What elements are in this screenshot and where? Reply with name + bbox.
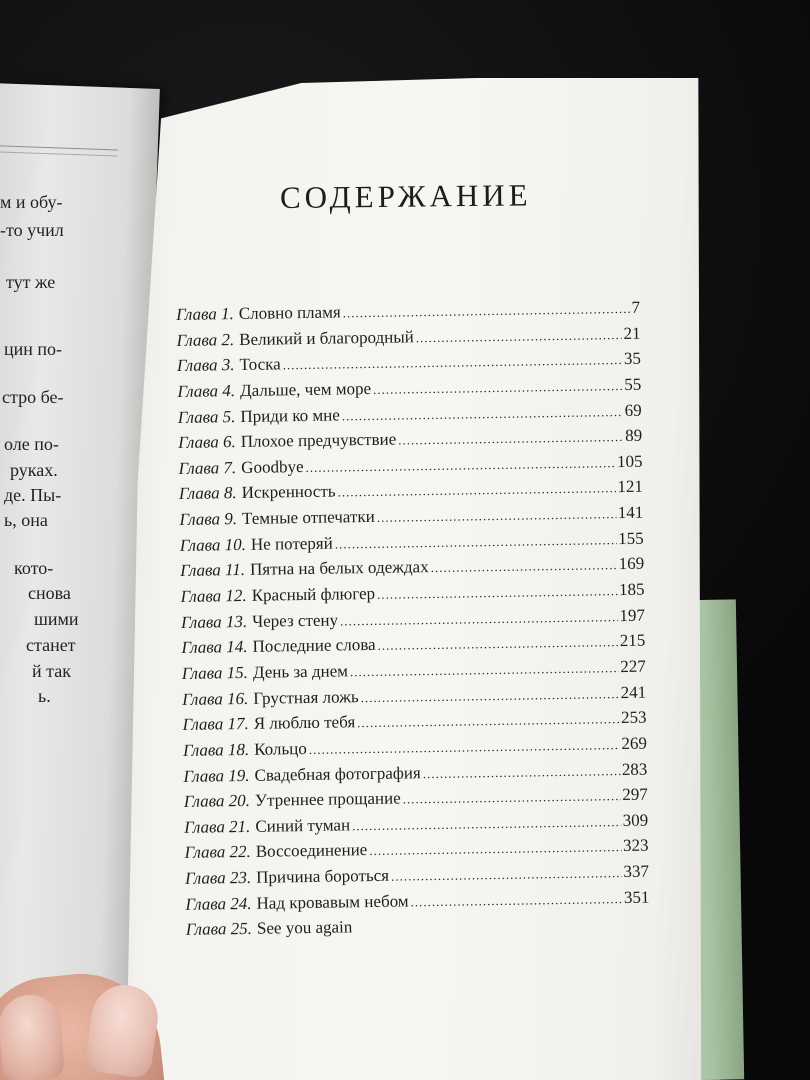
toc-page-number: 35 — [623, 348, 642, 369]
toc-chapter-label: Глава 5. — [177, 406, 236, 427]
toc-chapter-label: Глава 3. — [176, 355, 235, 376]
left-page-line: станет — [26, 635, 76, 655]
toc-chapter-label: Глава 19. — [183, 765, 250, 786]
toc-leader-dots — [431, 558, 617, 577]
toc-leader-dots — [357, 711, 619, 731]
toc-chapter-label: Глава 8. — [178, 483, 237, 504]
toc-page-number: 141 — [617, 502, 644, 523]
toc-page-number: 269 — [621, 733, 648, 753]
toc-chapter-title: Последние слова — [252, 635, 376, 657]
toc-chapter-label: Глава 21. — [184, 816, 251, 837]
toc-chapter-title: Синий туман — [255, 815, 351, 836]
page-header-rule — [0, 144, 118, 150]
toc-leader-dots — [361, 686, 619, 706]
toc-chapter-title: Красный флюгер — [251, 583, 376, 605]
toc-chapter-label: Глава 16. — [182, 688, 249, 709]
left-page-line: цин по- — [4, 339, 63, 359]
toc-chapter-title: Плохое предчувствие — [240, 429, 397, 452]
toc-chapter-title: Свадебная фотография — [254, 762, 421, 785]
toc-leader-dots — [391, 865, 622, 885]
left-page-line: снова — [28, 583, 71, 603]
toc-chapter-label: Глава 25. — [185, 919, 253, 940]
toc-chapter-label: Глава 11. — [180, 560, 246, 581]
toc-leader-dots — [403, 788, 621, 807]
toc-chapter-title: Кольцо — [253, 738, 307, 759]
toc-chapter-title: Над кровавым небом — [256, 891, 409, 913]
toc-page-number: 337 — [623, 861, 650, 882]
toc-leader-dots — [352, 814, 621, 834]
toc-leader-dots — [309, 737, 620, 758]
toc-chapter-label: Глава 15. — [181, 662, 249, 683]
page-header-rule — [0, 150, 118, 156]
toc-chapter-title: Я люблю тебя — [253, 712, 356, 734]
left-page-line: руках. — [10, 460, 58, 480]
toc-chapter-title: День за днем — [252, 661, 349, 682]
toc-leader-dots — [369, 840, 621, 860]
toc-chapter-label: Глава 9. — [179, 509, 238, 530]
toc-page-number: 283 — [621, 759, 648, 779]
page-title: СОДЕРЖАНИЕ — [279, 177, 532, 215]
toc-leader-dots — [416, 327, 622, 346]
toc-leader-dots — [373, 378, 622, 398]
toc-chapter-label: Глава 22. — [184, 842, 251, 863]
toc-chapter-label: Глава 23. — [184, 867, 252, 889]
toc-page-number: 323 — [622, 836, 649, 856]
toc-chapter-label: Глава 17. — [182, 714, 249, 735]
left-page-line: кото- — [14, 558, 54, 578]
left-page-line: м и обу- — [0, 192, 63, 212]
toc-leader-dots — [343, 301, 630, 322]
toc-page-number: 185 — [618, 579, 645, 600]
toc-page-number: 69 — [624, 400, 642, 420]
toc-leader-dots — [335, 532, 617, 552]
toc-page-number: 253 — [620, 707, 647, 728]
left-page-line: й так — [32, 661, 71, 681]
toc-page-number: 89 — [624, 425, 643, 446]
toc-chapter-title: Грустная ложь — [253, 686, 359, 708]
toc-page-number: 121 — [617, 477, 644, 497]
toc-chapter-title: Темные отпечатки — [241, 507, 375, 529]
toc-leader-dots — [423, 763, 620, 782]
toc-page-number: 7 — [631, 297, 641, 317]
toc-leader-dots — [305, 455, 615, 476]
toc-leader-dots — [337, 481, 615, 501]
toc-leader-dots — [342, 404, 623, 424]
toc-chapter-label: Глава 6. — [178, 432, 236, 453]
toc-page-number: 21 — [623, 323, 641, 343]
left-page-line: -то учил — [0, 220, 64, 240]
toc-chapter-title: Утреннее прощание — [254, 788, 401, 810]
toc-chapter-label: Глава 10. — [179, 534, 247, 555]
toc-leader-dots — [283, 352, 622, 373]
left-page-line: стро бе- — [2, 387, 64, 407]
toc-chapter-title: Тоска — [239, 354, 281, 375]
toc-chapter-title: Goodbye — [241, 456, 304, 477]
toc-page-number: 227 — [620, 656, 646, 677]
left-page-line: тут же — [6, 272, 56, 292]
toc-leader-dots — [350, 660, 619, 680]
toc-page-number: 105 — [616, 451, 643, 471]
toc-page-number: 155 — [618, 528, 644, 548]
toc-chapter-title: Пятна на белых одеждах — [249, 557, 429, 580]
toc-page-number: 309 — [622, 810, 649, 830]
toc-leader-dots — [377, 634, 617, 654]
toc-page-number: 351 — [623, 887, 650, 907]
toc-chapter-title: Воссоединение — [255, 840, 368, 862]
left-page-line: ь. — [38, 686, 51, 706]
toc-leader-dots — [398, 429, 623, 449]
toc-page-number: 297 — [622, 784, 648, 805]
toc-chapter-title: Великий и благородный — [239, 326, 414, 349]
toc-chapter-label: Глава 12. — [180, 585, 247, 607]
toc-leader-dots — [340, 609, 618, 629]
toc-chapter-label: Глава 14. — [181, 637, 248, 658]
toc-chapter-title: Через стену — [251, 610, 339, 631]
toc-chapter-title: Дальше, чем море — [239, 378, 372, 400]
toc-chapter-label: Глава 4. — [177, 381, 236, 401]
toc-page-number: 241 — [620, 682, 647, 702]
toc-page-number: 197 — [619, 605, 646, 625]
toc-leader-dots — [410, 891, 622, 910]
toc-chapter-label: Глава 18. — [182, 739, 250, 760]
toc-chapter-title: Словно пламя — [238, 302, 341, 324]
table-of-contents — [176, 298, 650, 946]
left-page-line: де. Пы- — [4, 485, 62, 505]
toc-chapter-label: Глава 13. — [180, 611, 248, 632]
toc-chapter-label: Глава 20. — [183, 791, 251, 812]
toc-chapter-title: Причина бороться — [256, 865, 390, 887]
toc-page-number: 55 — [624, 374, 642, 394]
toc-page-number: 169 — [618, 554, 645, 574]
toc-chapter-title: See you again — [256, 917, 353, 939]
toc-chapter-title: Искренность — [241, 482, 336, 503]
toc-chapter-label: Глава 24. — [185, 893, 252, 914]
toc-chapter-label: Глава 2. — [176, 329, 235, 350]
left-page-line: шими — [34, 609, 79, 629]
toc-page-number: 215 — [619, 630, 646, 651]
toc-chapter-label: Глава 7. — [178, 457, 237, 478]
left-page-line: ь, она — [4, 510, 48, 530]
toc-leader-dots — [377, 583, 617, 603]
toc-chapter-label: Глава 1. — [176, 304, 234, 324]
toc-chapter-title: Не потеряй — [250, 533, 333, 554]
toc-leader-dots — [377, 506, 616, 526]
toc-chapter-title: Приди ко мне — [240, 405, 340, 426]
left-page-line: оле по- — [4, 434, 59, 454]
